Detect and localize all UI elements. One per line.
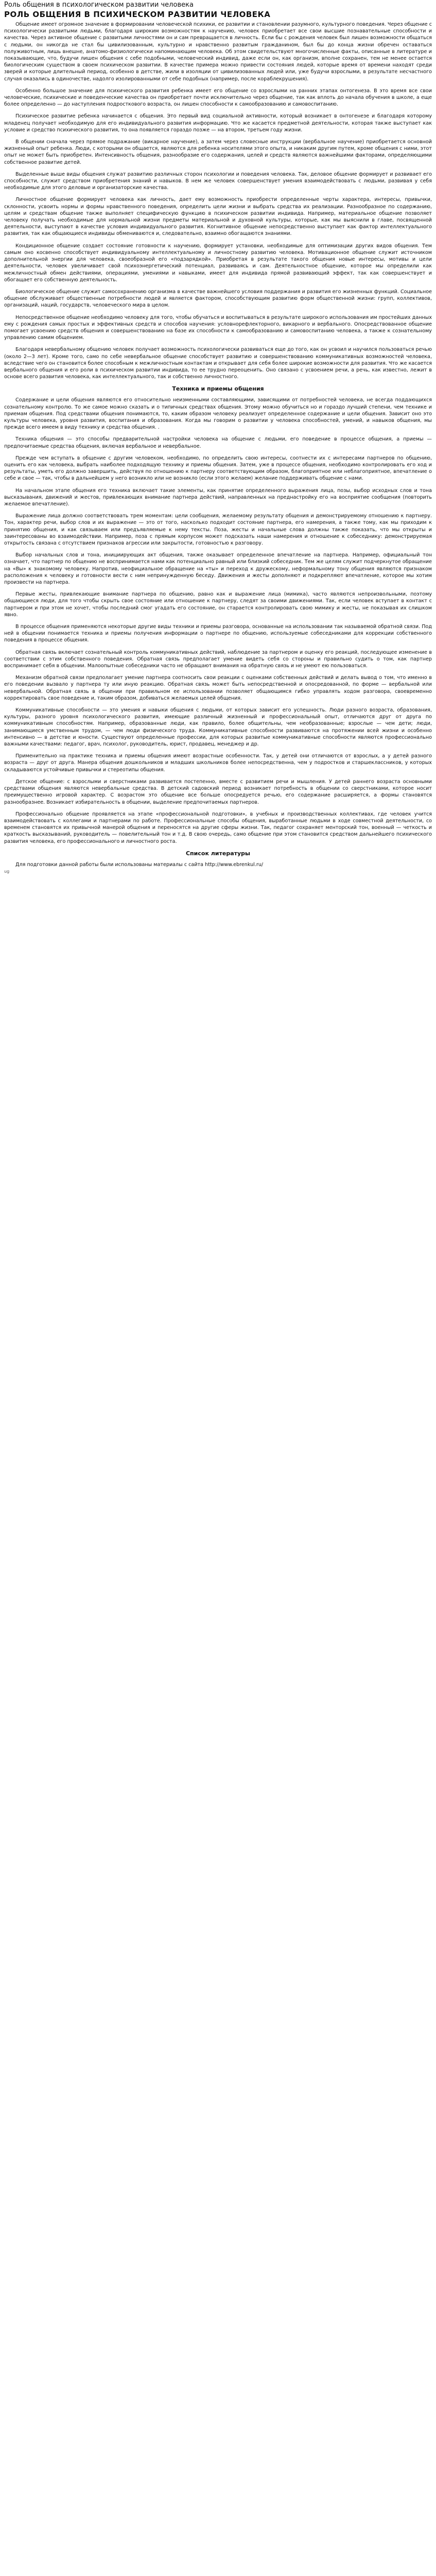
paragraph: Прежде чем вступать в общение с другим человеком, необходимо, по определить свою интересы, соотнести их с интересами партнеров по общению, оценить его как человека, выбрать наиболее подходящую технику и приемы общения. Затем, уже в процессе общения, необходимо контролировать его ход и результаты, уметь его должно завершить, действуя по отношению к партнеру соответствующим образом, благоприятное или неблагоприятное, впечатление о себе и свое — так, чтобы в дальнейшем у него возникло или не возникло (если этого желаем) желание поддерживать общение с нами.: [4, 455, 432, 482]
document-title: РОЛЬ ОБЩЕНИЯ В ПСИХИЧЕСКОМ РАЗВИТИИ ЧЕЛОВЕКА: [4, 10, 271, 19]
paragraph: Механизм обратной связи предполагает умение партнера соотносить свои реакции с оценками собственных действий и делать вывод о том, что именно в его поведении вызвало у партнера ту или иную реакцию. Обратная связь может быть непосредственной и опосредованной, по форме — вербальной или невербальной. Обратная связь в общении при правильном ее использовании позволяет общающимся гибко управлять ходом разговора, своевременно корректировать свое поведение и, таким образом, добиваться желаемых целей общения.: [4, 675, 432, 701]
source-note: Для подготовки данной работы были использованы материалы с сайта http://www.ebrenkul.ru/: [15, 861, 264, 868]
paragraph: Кондиционное общение создает состояние готовности к научению, формирует установки, необходимые для оптимизации других видов общения. Тем самым оно косвенно способствует индивидуальному интеллектуальному и личностному развитию человека. Мотивационное общение служит источником дополнительной энергии для человека, своеобразной его «подзарядкой». Приобретая в результате такого общения новые интересы, мотивы и цели деятельности, человек увеличивает свой психоэнергетический потенциал, развиваясь и сам. Деятельностное общение, которое мы определили как межличностный обмен действиями, операциями, умениями и навыками, имеет для индивида прямой развивающий эффект, так как совершенствует и обогащает его собственную деятельность.: [4, 243, 432, 283]
paragraph: Профессионально общение проявляется на этапе «профессиональной подготовки», в учебных и производственных коллективах, где человек учится взаимодействовать с коллегами и партнерами по работе. Профессиональные способы общения, выработанные людьми в ходе совместной деятельности, со временем становятся их привычной манерой общения и переносятся на другие сферы жизни. Так, педагог сохраняет менторский тон, военный — четкость и краткость высказываний, руководитель — повелительный тон и т.д. В свою очередь, само общение при этом становится средством дальнейшего психического развития человека, его профессионального и личностного роста.: [4, 811, 432, 844]
paragraph: В общении сначала через прямое подражание (викарное научение), а затем через словесные инструкции (вербальное научение) приобретается основной жизненный опыт ребенка. Люди, с которыми он общается, являются для ребенка носителями этого опыта, и никаким другим путем, кроме общения с ними, этот опыт не может быть приобретен. Интенсивность общения, разнообразие его содержания, целей и средств являются важнейшими факторами, определяющими собственное развитие детей.: [4, 139, 432, 165]
paragraph: Выделенные выше виды общения служат развитию различных сторон психологии и поведения человека. Так, деловое общение формирует и развивает его способности, служит средством приобретения знаний и навыков. В нем же человек совершенствует умения взаимодействовать с людьми, развивая у себя необходимые для этого деловые и организаторские качества.: [4, 171, 432, 191]
paragraph: Биологическое общение служит самосохранению организма в качестве важнейшего условия поддержания и развития его жизненных функций. Социальное общение обслуживает общественные потребности людей и является фактором, способствующим развитию форм общественной жизни: групп, коллективов, организаций, наций, государств, человеческого мира в целом.: [4, 289, 432, 309]
document-header: Роль общения в психологическом развитии человека: [4, 1, 194, 9]
paragraph: Коммуникативные способности — это умения и навыки общения с людьми, от которых зависит его успешность. Люди разного возраста, образования, культуры, разного уровня психологического развития, имеющие различный жизненный и профессиональный опыт, отличаются друг от друга по коммуникативным способностям. Например, образованные люди, как правило, более общительны, чем необразованные; взрослые — чем дети; люди, занимающиеся умственным трудом, — чем люди физического труда. Коммуникативные способности развиваются на протяжении всей жизни и особенно интенсивно — в детстве и юности. Существуют определенные профессии, для которых развитые коммуникативные способности являются профессионально важными качествами: педагог, врач, психолог, руководитель, юрист, продавец, менеджер и др.: [4, 707, 432, 748]
section-1-body: [4, 21, 432, 380]
paragraph: Первые жесты, привлекающие внимание партнера по общению, равно как и выражение лица (мимика), часто являются непроизвольными, поэтому общающиеся люди, для того чтобы скрыть свое состояние или отношение к партнеру, следят за своими движениями. Так, если человек вступает в контакт с партнером и при этом не хочет, чтобы последний смог угадать его состояние, он старается контролировать свою мимику и жесты, не показывая их слишком явно.: [4, 591, 432, 618]
paragraph: В процессе общения применяются некоторые другие виды техники и приемы разговора, основанные на использовании так называемой обратной связи. Под ней в общении понимается техника и приемы получения информации о партнере по общению, используемые собеседниками для коррекции собственного поведения в процессе общения.: [4, 624, 432, 643]
paragraph: Выражение лица должно соответствовать трем моментам: цели сообщения, желаемому результату общения и демонстрируемому отношению к партнеру. Тон, характер речи, выбор слов и их выражение — это от того, насколько подходит состояние партнера, его намерения, а также тому, как мы приходим к принятию общения, и как связываем или предъявляемые к нему тексты. Поза, жесты и начальные слова должны также показать, что мы открыты и заинтересованы во взаимодействии. Например, поза с прямым корпусом может подсказать наши намерения и отношение к собеседнику: демонстрируемая открытость связана с отсутствием признаков агрессии или закрытости, готовностью к разговору.: [4, 513, 432, 546]
paragraph: Особенно большое значение для психического развития ребенка имеет его общение со взрослыми на ранних этапах онтогенеза. В это время все свои человеческие, психические и поведенческие качества он приобретает почти исключительно через общение, так как вплоть до начала обучения в школе, а еще более определенно — до наступления подросткового возраста, он лишен способности к самообразованию и самовоспитанию.: [4, 88, 432, 108]
paragraph: Применительно на практике техника и приемы общения имеют возрастные особенности. Так, у детей они отличаются от взрослых, а у детей разного возраста — друг от друга. Манера общения дошкольников и младших школьников более непосредственна, чем у подростков и старшеклассников, у которых складываются устойчивые привычки и стереотипы общения.: [4, 753, 432, 773]
paragraph: Содержание и цели общения являются его относительно неизменными составляющими, зависящими от потребностей человека, не всегда поддающихся сознательному контролю. То же самое можно сказать и о типичных средствах общения. Этому можно обучиться но и гораздо лучший степени, чем технике и приемам общения. Под средствами общения понимаются, то, каким образом человеку реализует определенное содержание и цели общения. Зависит оно это культуры человека, уровня развития, воспитания и образования. Когда мы говорим о развитии у человека способностей, умений, и навыков общения, мы прежде всего имеем в виду технику и средства общения. .: [4, 397, 432, 431]
section-2-body: [4, 397, 432, 844]
paragraph: Обратная связь включает сознательный контроль коммуникативных действий, наблюдение за партнером и оценку его реакций, последующее изменение в соответствии с этим собственного поведения. Обратная связь предполагает умение видеть себя со стороны и правильно судить о том, как партнер воспринимает себя в общении. Малоопытные собеседники часто не обращают внимания на обратную связь и не умеют ею пользоваться.: [4, 649, 432, 669]
section-heading: Техника и приемы общения: [172, 385, 264, 393]
paragraph: Техника общения — это способы предварительной настройки человека на общение с людьми, его поведение в процессе общения, а приемы — предпочитаемые средства общения, включая вербальное и невербальное.: [4, 436, 432, 449]
paragraph: Непосредственное общение необходимо человеку для того, чтобы обучаться и воспитываться в результате широкого использования им простейших данных ему с рождения самых простых и эффективных средств и способов научения: условнорефлекторного, викарного и вербального. Опосредствованное общение помогает усвоению средств общения и совершенствованию на базе их способности к самообразованию и самовоспитанию человека, а также к сознательному управлению самим общением.: [4, 314, 432, 341]
paragraph: Выбор начальных слов и тона, инициирующих акт общения, также оказывает определенное впечатление на партнера. Например, официальный тон означает, что партнер по общению не воспринимается нами как потенциально равный или близкий собеседник. Тем же целям служит подчеркнутое обращение на «Вы» к знакомому человеку. Напротив, неофициальное обращение на «ты» и переход к дружескому, неформальному тону общения являются признаком расположения к человеку и готовности вести с ним непринужденную беседу. Движения и жесты дополняют и подкрепляют впечатление, которое мы хотим произвести на партнера.: [4, 552, 432, 586]
paragraph: Психическое развитие ребенка начинается с общения. Это первый вид социальной активности, который возникает в онтогенезе и благодаря которому младенец получает необходимую для его индивидуального развития информацию. Что же касается предметной деятельности, которая также выступает как условие и средство психического развития, то она появляется гораздо позже — на втором, третьем году жизни.: [4, 113, 432, 133]
paragraph: Личностное общение формирует человека как личность, дает ему возможность приобрести определенные черты характера, интересы, привычки, склонности, усвоить нормы и формы нравственного поведения, определить цели жизни и выбрать средства их реализации. Разнообразное по содержанию, целям и средствам общение также выполняет специфическую функцию в психическом развитии индивида. Например, материальное общение позволяет человеку получать необходимые для нормальной жизни предметы материальной и духовной культуры, которые, как мы выяснили в главе, посвященной деятельности, выступают в качестве условия индивидуального развития. Когнитивное общение непосредственно выступает как фактор интеллектуального развития, так как общающиеся индивиды обмениваются и, следовательно, взаимно обогащаются знаниями.: [4, 197, 432, 237]
references-heading: Список литературы: [185, 850, 251, 857]
paragraph: Общение имеет огромное значение в формировании человеческой психики, ее развитии и становлении разумного, культурного поведения. Через общение с психологически развитыми людьми, благодаря широким возможностям к научению, человек приобретает все свои высшие познавательные способности и качества. Через активное общение с развитыми личностями он и сам превращается в личность. Если бы с рождения человек был лишен возможности общаться с людьми, он никогда не стал бы цивилизованным, культурно и нравственно развитым гражданином, был бы до конца жизни обречен оставаться полуживотным, лишь внешне, анатомо-физиологически напоминающим человека. Об этом свидетельствуют многочисленные факты, описанные в литературе и показывающие, что, будучи лишен общения с себе подобными, человеческий индивид, даже если он, как организм, вполне сохранен, тем не менее остается биологическим существом в своем психическом развитии. В качестве примера можно привести состояния людей, которые время от времени находят среди зверей и которые длительный период, особенно в детстве, жили в изоляции от цивилизованных людей или, уже будучи взрослыми, в результате несчастного случая оказались в одиночестве, надолго изолированными от себе подобных (например, после кораблекрушения).: [4, 22, 432, 82]
paragraph: На начальном этапе общения его техника включает такие элементы, как принятие определенного выражения лица, позы, выбор исходных слов и тона высказывания, движений и жестов, привлекающих внимание партнера действий, направленных на преднастройку его на восприятие сообщения (повторить желаемое впечатление).: [4, 487, 432, 507]
page-mark: ug: [4, 869, 10, 874]
document-page: [0, 1, 436, 874]
paragraph: Благодаря невербальному общению человек получает возможность психологически развиваться еще до того, как он усвоил и научился пользоваться речью (около 2—3 лет). Кроме того, само по себе невербальное общение способствует развитию и совершенствованию коммуникативных возможностей человека, вследствие чего он становится более способным к межличностным контактам и открывает для себя более широкие возможности для развития. Что же касается вербального общения и его роли в психическом развитии индивида, то ее трудно переоценить. Оно связано с усвоением речи, а речь, как известно, лежит в основе всего развития человека, как интеллектуального, так и собственно личностного.: [4, 347, 432, 380]
paragraph: Детское общение: с взрослыми и сверстниками развивается постепенно, вместе с развитием речи и мышления. У детей раннего возраста основными средствами общения являются невербальные средства. В детский садовский период возникает потребность в общении со сверстниками, которое носит преимущественно игровой характер. С возрастом это общение все больше опосредуется речью, его содержание расширяется, а формы становятся разнообразнее. Возникает избирательность в общении, выделение предпочитаемых партнеров.: [4, 778, 432, 805]
